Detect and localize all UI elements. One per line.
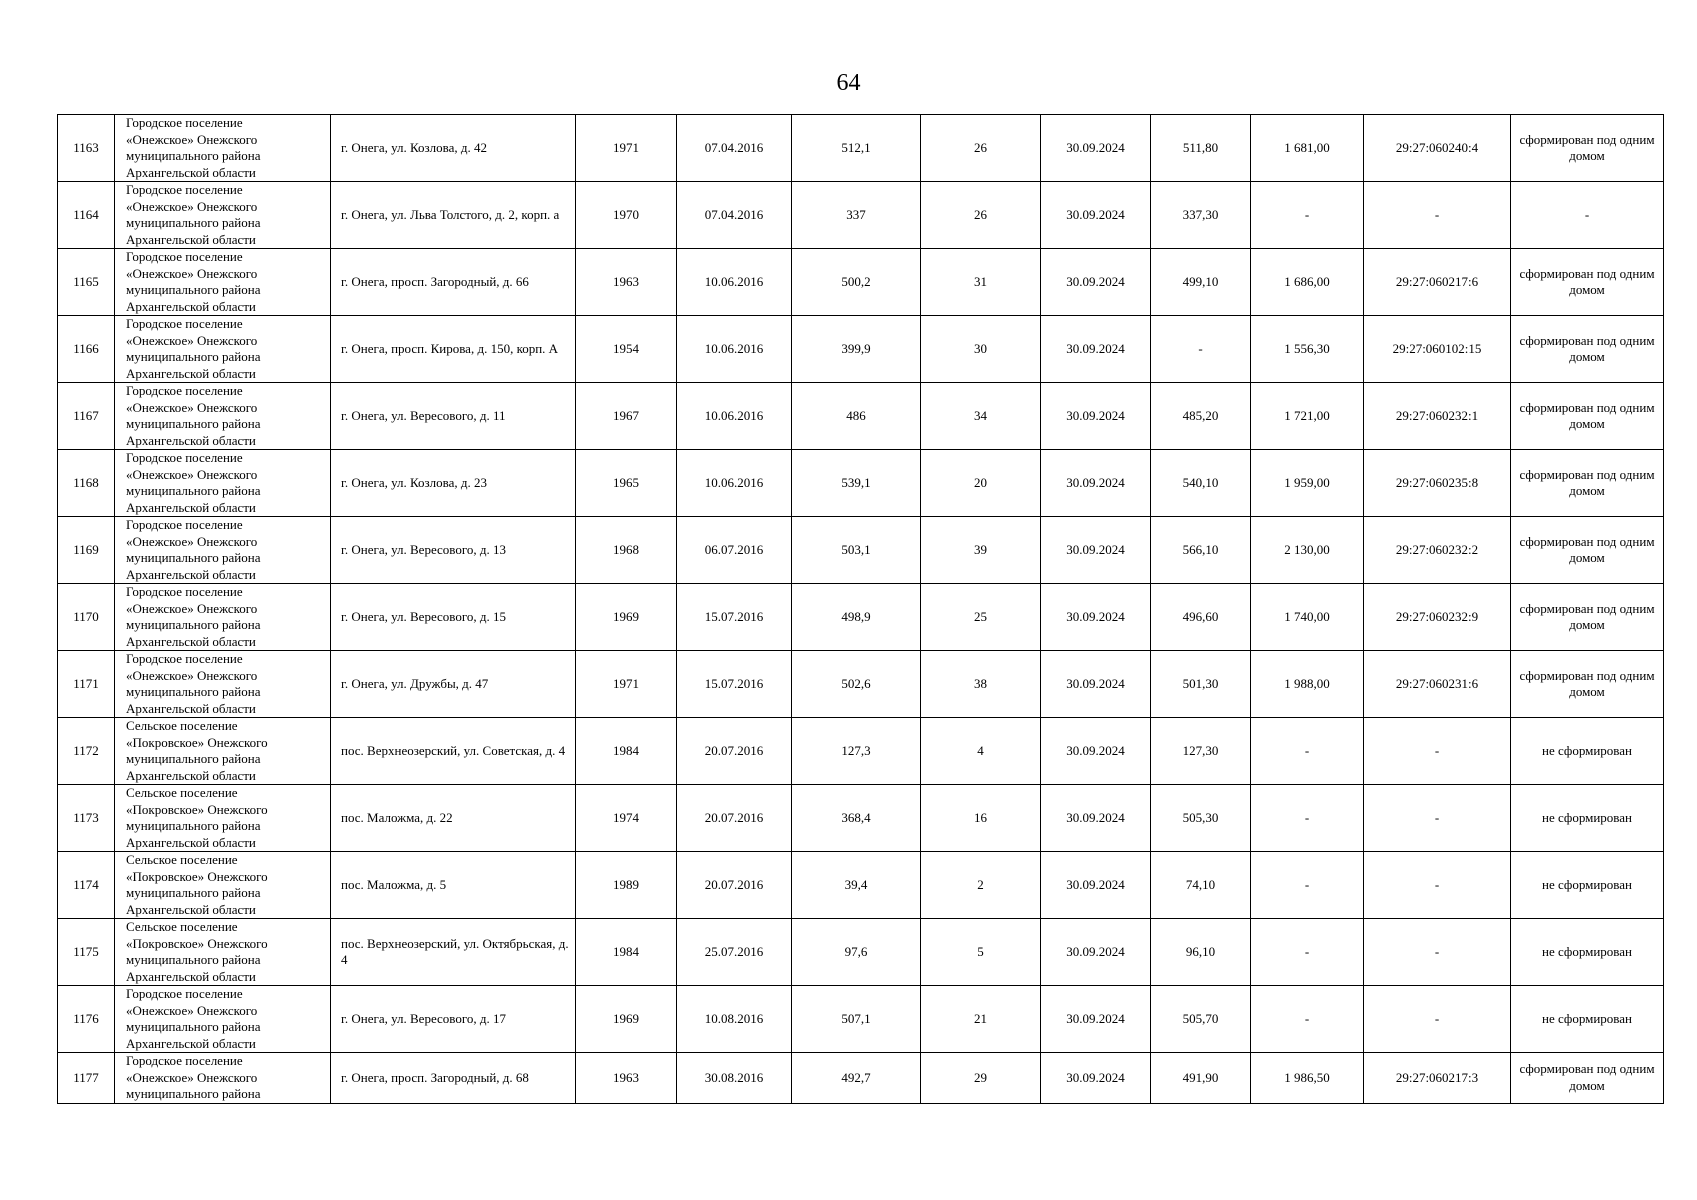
plan-date-cell: 30.09.2024 [1041, 852, 1151, 919]
municipality-line: Городское поселение [126, 584, 243, 599]
municipality-line: Архангельской области [126, 1035, 256, 1051]
year-cell: 1984 [576, 919, 677, 986]
municipality-line: «Онежское» Онежского [126, 131, 258, 147]
municipality-line: Городское поселение [126, 249, 243, 264]
date-cell: 25.07.2016 [677, 919, 792, 986]
land-status-cell: сформирован под одним домом [1511, 316, 1664, 383]
table-row [58, 182, 1664, 249]
municipality-cell [115, 852, 331, 919]
municipality-line: Архангельской области [126, 231, 256, 247]
municipality-line: Архангельской области [126, 566, 256, 582]
municipality-line: Архангельской области [126, 700, 256, 716]
residents-cell: 21 [921, 986, 1041, 1053]
row-number: 1175 [58, 919, 115, 986]
area2-cell: 491,90 [1151, 1053, 1251, 1104]
plan-date-cell: 30.09.2024 [1041, 115, 1151, 182]
area-cell: 503,1 [792, 517, 921, 584]
year-cell: 1971 [576, 651, 677, 718]
date-cell: 10.08.2016 [677, 986, 792, 1053]
municipality-line: «Онежское» Онежского [126, 533, 258, 549]
municipality-line: «Онежское» Онежского [126, 265, 258, 281]
address-cell: г. Онега, просп. Кирова, д. 150, корп. А [331, 316, 576, 383]
date-cell: 07.04.2016 [677, 182, 792, 249]
cadastral-number-cell: 29:27:060232:2 [1364, 517, 1511, 584]
area-cell: 97,6 [792, 919, 921, 986]
area2-cell: 566,10 [1151, 517, 1251, 584]
date-cell: 20.07.2016 [677, 785, 792, 852]
residents-cell: 26 [921, 115, 1041, 182]
plan-date-cell: 30.09.2024 [1041, 919, 1151, 986]
municipality-cell [115, 785, 331, 852]
municipality-cell [115, 115, 331, 182]
cadastral-number-cell: - [1364, 785, 1511, 852]
table-row [58, 651, 1664, 718]
municipality-line: «Онежское» Онежского [126, 667, 258, 683]
year-cell: 1969 [576, 986, 677, 1053]
residents-cell: 34 [921, 383, 1041, 450]
municipality-line: Городское поселение [126, 651, 243, 666]
plan-date-cell: 30.09.2024 [1041, 651, 1151, 718]
land-area-cell: - [1251, 718, 1364, 785]
area2-cell: 127,30 [1151, 718, 1251, 785]
plan-date-cell: 30.09.2024 [1041, 584, 1151, 651]
plan-date-cell: 30.09.2024 [1041, 718, 1151, 785]
cadastral-number-cell: - [1364, 718, 1511, 785]
plan-date-cell: 30.09.2024 [1041, 249, 1151, 316]
area2-cell: 501,30 [1151, 651, 1251, 718]
area-cell: 500,2 [792, 249, 921, 316]
table-row [58, 584, 1664, 651]
municipality-cell [115, 249, 331, 316]
land-status-cell: сформирован под одним домом [1511, 383, 1664, 450]
land-status-cell: не сформирован [1511, 852, 1664, 919]
area-cell: 502,6 [792, 651, 921, 718]
address-cell: пос. Верхнеозерский, ул. Октябрьская, д. 4 [331, 919, 576, 986]
area2-cell: 496,60 [1151, 584, 1251, 651]
year-cell: 1954 [576, 316, 677, 383]
plan-date-cell: 30.09.2024 [1041, 517, 1151, 584]
land-area-cell: 1 681,00 [1251, 115, 1364, 182]
table-row [58, 383, 1664, 450]
municipality-line: «Онежское» Онежского [126, 399, 258, 415]
address-cell: г. Онега, просп. Загородный, д. 66 [331, 249, 576, 316]
cadastral-number-cell: - [1364, 986, 1511, 1053]
cadastral-number-cell: 29:27:060217:6 [1364, 249, 1511, 316]
area2-cell: 540,10 [1151, 450, 1251, 517]
area-cell: 507,1 [792, 986, 921, 1053]
year-cell: 1969 [576, 584, 677, 651]
cadastral-number-cell: 29:27:060232:1 [1364, 383, 1511, 450]
land-status-cell: сформирован под одним домом [1511, 517, 1664, 584]
cadastral-number-cell: 29:27:060232:9 [1364, 584, 1511, 651]
land-status-cell: не сформирован [1511, 919, 1664, 986]
land-status-cell: сформирован под одним домом [1511, 450, 1664, 517]
date-cell: 15.07.2016 [677, 651, 792, 718]
land-area-cell: - [1251, 986, 1364, 1053]
row-number: 1172 [58, 718, 115, 785]
municipality-line: Архангельской области [126, 298, 256, 314]
plan-date-cell: 30.09.2024 [1041, 450, 1151, 517]
area2-cell: 499,10 [1151, 249, 1251, 316]
municipality-line: «Онежское» Онежского [126, 332, 258, 348]
municipality-line: Архангельской области [126, 834, 256, 850]
municipality-line: муниципального района [126, 416, 261, 431]
residents-cell: 2 [921, 852, 1041, 919]
land-area-cell: 1 686,00 [1251, 249, 1364, 316]
municipality-cell [115, 383, 331, 450]
residents-cell: 29 [921, 1053, 1041, 1104]
land-status-cell: - [1511, 182, 1664, 249]
residents-cell: 16 [921, 785, 1041, 852]
municipality-line: «Онежское» Онежского [126, 1002, 258, 1018]
area2-cell: 511,80 [1151, 115, 1251, 182]
municipality-line: муниципального района [126, 952, 261, 967]
area-cell: 39,4 [792, 852, 921, 919]
residents-cell: 4 [921, 718, 1041, 785]
land-status-cell: не сформирован [1511, 986, 1664, 1053]
year-cell: 1989 [576, 852, 677, 919]
residents-cell: 25 [921, 584, 1041, 651]
municipality-line: Архангельской области [126, 432, 256, 448]
municipality-cell [115, 450, 331, 517]
municipality-line: «Покровское» Онежского [126, 734, 268, 750]
municipality-cell [115, 316, 331, 383]
land-status-cell: сформирован под одним домом [1511, 115, 1664, 182]
area-cell: 492,7 [792, 1053, 921, 1104]
address-cell: г. Онега, ул. Вересового, д. 15 [331, 584, 576, 651]
land-area-cell: 1 556,30 [1251, 316, 1364, 383]
land-status-cell: не сформирован [1511, 718, 1664, 785]
land-status-cell: сформирован под одним домом [1511, 584, 1664, 651]
table-row [58, 115, 1664, 182]
land-status-cell: сформирован под одним домом [1511, 1053, 1664, 1104]
date-cell: 20.07.2016 [677, 852, 792, 919]
land-status-cell: не сформирован [1511, 785, 1664, 852]
municipality-line: муниципального района [126, 483, 261, 498]
row-number: 1169 [58, 517, 115, 584]
area-cell: 368,4 [792, 785, 921, 852]
residents-cell: 20 [921, 450, 1041, 517]
municipality-line: Городское поселение [126, 383, 243, 398]
area-cell: 337 [792, 182, 921, 249]
year-cell: 1965 [576, 450, 677, 517]
land-area-cell: - [1251, 852, 1364, 919]
land-area-cell: 1 988,00 [1251, 651, 1364, 718]
row-number: 1164 [58, 182, 115, 249]
municipality-line: муниципального района [126, 617, 261, 632]
address-cell: г. Онега, ул. Дружбы, д. 47 [331, 651, 576, 718]
table-row [58, 986, 1664, 1053]
plan-date-cell: 30.09.2024 [1041, 785, 1151, 852]
plan-date-cell: 30.09.2024 [1041, 316, 1151, 383]
municipality-cell [115, 919, 331, 986]
municipality-line: муниципального района [126, 349, 261, 364]
address-cell: пос. Верхнеозерский, ул. Советская, д. 4 [331, 718, 576, 785]
land-area-cell: 2 130,00 [1251, 517, 1364, 584]
municipality-line: Архангельской области [126, 633, 256, 649]
municipality-line: Сельское поселение [126, 785, 238, 800]
area-cell: 486 [792, 383, 921, 450]
cadastral-number-cell: 29:27:060102:15 [1364, 316, 1511, 383]
row-number: 1170 [58, 584, 115, 651]
residents-cell: 38 [921, 651, 1041, 718]
row-number: 1177 [58, 1053, 115, 1104]
municipality-line: «Онежское» Онежского [126, 466, 258, 482]
residents-cell: 30 [921, 316, 1041, 383]
municipality-line: Сельское поселение [126, 919, 238, 934]
municipality-line: Городское поселение [126, 1053, 243, 1068]
municipality-line: Городское поселение [126, 450, 243, 465]
housing-registry-table [57, 114, 1664, 1104]
municipality-line: «Онежское» Онежского [126, 1069, 258, 1085]
municipality-line: Архангельской области [126, 901, 256, 917]
municipality-line: Сельское поселение [126, 718, 238, 733]
land-area-cell: - [1251, 919, 1364, 986]
table-row [58, 316, 1664, 383]
cadastral-number-cell: - [1364, 919, 1511, 986]
date-cell: 30.08.2016 [677, 1053, 792, 1104]
area-cell: 127,3 [792, 718, 921, 785]
row-number: 1167 [58, 383, 115, 450]
row-number: 1173 [58, 785, 115, 852]
row-number: 1176 [58, 986, 115, 1053]
table-row [58, 919, 1664, 986]
municipality-line: Архангельской области [126, 767, 256, 783]
municipality-line: Городское поселение [126, 115, 243, 130]
year-cell: 1967 [576, 383, 677, 450]
municipality-cell [115, 517, 331, 584]
page-number: 64 [836, 70, 861, 96]
municipality-line: Городское поселение [126, 986, 243, 1001]
area-cell: 512,1 [792, 115, 921, 182]
municipality-cell [115, 651, 331, 718]
cadastral-number-cell: 29:27:060240:4 [1364, 115, 1511, 182]
municipality-line: Сельское поселение [126, 852, 238, 867]
plan-date-cell: 30.09.2024 [1041, 383, 1151, 450]
date-cell: 15.07.2016 [677, 584, 792, 651]
residents-cell: 31 [921, 249, 1041, 316]
area2-cell: 337,30 [1151, 182, 1251, 249]
municipality-line: «Покровское» Онежского [126, 935, 268, 951]
year-cell: 1970 [576, 182, 677, 249]
residents-cell: 26 [921, 182, 1041, 249]
address-cell: г. Онега, ул. Козлова, д. 23 [331, 450, 576, 517]
plan-date-cell: 30.09.2024 [1041, 1053, 1151, 1104]
municipality-line: Городское поселение [126, 316, 243, 331]
municipality-line: Архангельской области [126, 968, 256, 984]
date-cell: 10.06.2016 [677, 450, 792, 517]
municipality-line: муниципального района [126, 282, 261, 297]
municipality-cell [115, 1053, 331, 1104]
municipality-line: муниципального района [126, 818, 261, 833]
row-number: 1174 [58, 852, 115, 919]
cadastral-number-cell: 29:27:060217:3 [1364, 1053, 1511, 1104]
residents-cell: 39 [921, 517, 1041, 584]
date-cell: 06.07.2016 [677, 517, 792, 584]
area2-cell: 96,10 [1151, 919, 1251, 986]
area-cell: 539,1 [792, 450, 921, 517]
municipality-line: муниципального района [126, 215, 261, 230]
cadastral-number-cell: - [1364, 182, 1511, 249]
address-cell: г. Онега, ул. Козлова, д. 42 [331, 115, 576, 182]
year-cell: 1971 [576, 115, 677, 182]
municipality-cell [115, 182, 331, 249]
date-cell: 10.06.2016 [677, 383, 792, 450]
address-cell: пос. Маложма, д. 22 [331, 785, 576, 852]
land-area-cell: 1 959,00 [1251, 450, 1364, 517]
municipality-line: муниципального района [126, 1086, 261, 1101]
municipality-line: муниципального района [126, 550, 261, 565]
date-cell: 10.06.2016 [677, 249, 792, 316]
municipality-line: «Покровское» Онежского [126, 801, 268, 817]
row-number: 1165 [58, 249, 115, 316]
municipality-line: Архангельской области [126, 499, 256, 515]
area2-cell: 505,30 [1151, 785, 1251, 852]
table-row [58, 450, 1664, 517]
address-cell: г. Онега, ул. Вересового, д. 13 [331, 517, 576, 584]
municipality-line: «Покровское» Онежского [126, 868, 268, 884]
municipality-line: «Онежское» Онежского [126, 198, 258, 214]
land-area-cell: 1 721,00 [1251, 383, 1364, 450]
land-status-cell: сформирован под одним домом [1511, 651, 1664, 718]
table-row [58, 785, 1664, 852]
municipality-line: муниципального района [126, 1019, 261, 1034]
area-cell: 399,9 [792, 316, 921, 383]
table-row [58, 718, 1664, 785]
land-area-cell: 1 740,00 [1251, 584, 1364, 651]
year-cell: 1963 [576, 249, 677, 316]
municipality-cell [115, 718, 331, 785]
municipality-line: муниципального района [126, 684, 261, 699]
plan-date-cell: 30.09.2024 [1041, 986, 1151, 1053]
plan-date-cell: 30.09.2024 [1041, 182, 1151, 249]
table-body [58, 115, 1664, 1104]
land-area-cell: 1 986,50 [1251, 1053, 1364, 1104]
address-cell: г. Онега, просп. Загородный, д. 68 [331, 1053, 576, 1104]
table-row [58, 852, 1664, 919]
year-cell: 1963 [576, 1053, 677, 1104]
residents-cell: 5 [921, 919, 1041, 986]
municipality-line: Городское поселение [126, 517, 243, 532]
table-row [58, 517, 1664, 584]
address-cell: г. Онега, ул. Вересового, д. 11 [331, 383, 576, 450]
municipality-cell [115, 584, 331, 651]
area2-cell: - [1151, 316, 1251, 383]
year-cell: 1968 [576, 517, 677, 584]
area2-cell: 505,70 [1151, 986, 1251, 1053]
cadastral-number-cell: - [1364, 852, 1511, 919]
land-area-cell: - [1251, 785, 1364, 852]
row-number: 1168 [58, 450, 115, 517]
municipality-line: Городское поселение [126, 182, 243, 197]
address-cell: г. Онега, ул. Льва Толстого, д. 2, корп. а [331, 182, 576, 249]
municipality-cell [115, 986, 331, 1053]
date-cell: 07.04.2016 [677, 115, 792, 182]
municipality-line: Архангельской области [126, 365, 256, 381]
row-number: 1163 [58, 115, 115, 182]
date-cell: 20.07.2016 [677, 718, 792, 785]
area-cell: 498,9 [792, 584, 921, 651]
cadastral-number-cell: 29:27:060231:6 [1364, 651, 1511, 718]
area2-cell: 485,20 [1151, 383, 1251, 450]
municipality-line: «Онежское» Онежского [126, 600, 258, 616]
table-row [58, 249, 1664, 316]
year-cell: 1984 [576, 718, 677, 785]
cadastral-number-cell: 29:27:060235:8 [1364, 450, 1511, 517]
row-number: 1171 [58, 651, 115, 718]
table-row [58, 1053, 1664, 1104]
land-area-cell: - [1251, 182, 1364, 249]
year-cell: 1974 [576, 785, 677, 852]
land-status-cell: сформирован под одним домом [1511, 249, 1664, 316]
municipality-line: муниципального района [126, 885, 261, 900]
area2-cell: 74,10 [1151, 852, 1251, 919]
address-cell: пос. Маложма, д. 5 [331, 852, 576, 919]
date-cell: 10.06.2016 [677, 316, 792, 383]
municipality-line: Архангельской области [126, 164, 256, 180]
municipality-line: муниципального района [126, 148, 261, 163]
address-cell: г. Онега, ул. Вересового, д. 17 [331, 986, 576, 1053]
row-number: 1166 [58, 316, 115, 383]
municipality-line: муниципального района [126, 751, 261, 766]
